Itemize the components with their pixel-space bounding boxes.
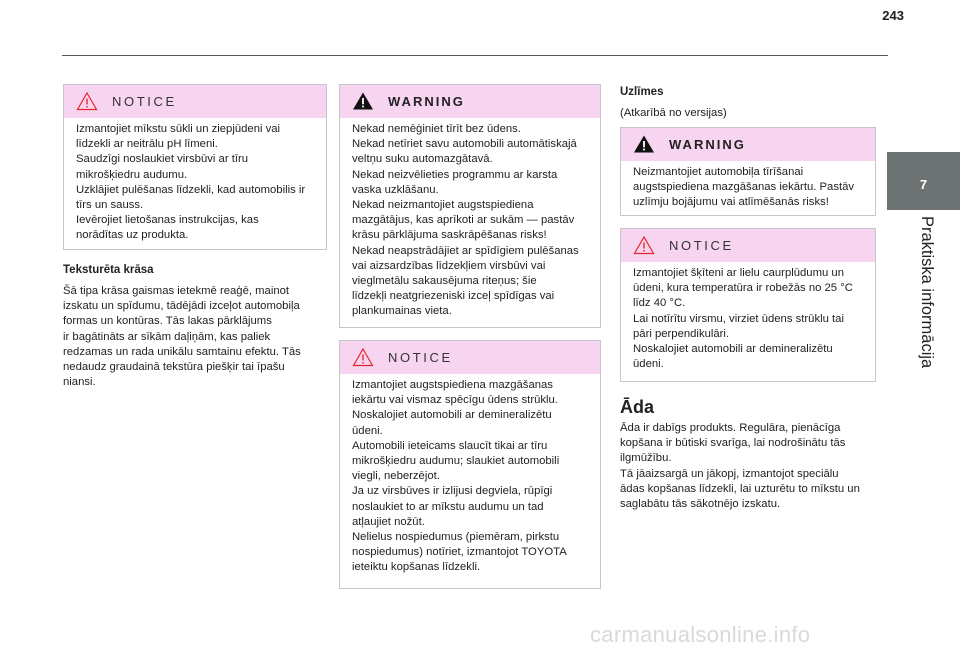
warning-icon [352,91,374,111]
warning-icon [633,134,655,154]
caution-icon [76,91,98,111]
warning-label: WARNING [388,94,465,109]
leather-paragraph: Āda ir dabīgs produkts. Regulāra, pienācīga kopšana ir būtiski svarīga, lai nodrošinātu tās ilgmūžību. Tā jāaizsargā un jākopj, izmantojot speciālu ādas kopšanas līdzekli, lai uzturētu to mīkstu un saglabātu tās sākotnējo izskatu. [620,422,860,511]
warning-text: Neizmantojiet automobiļa tīrīšanai augstspiediena mazgāšanas iekārtu. Pastāv uzlīmju bojājumu vai atlīmēšanās risks! [633,166,855,209]
warning-box [339,84,601,328]
notice-text: Izmantojiet augstspiediena mazgāšanas iekārtu vai vismaz spēcīgu ūdens strūklu. Noskalojiet automobili ar demineralizētu ūdeni. Automobili ieteicams slaucīt tikai ar tīru mikrošķiedru audumu; slaukiet automobili viegli, neberzējot. Ja uz virsbūves ir izlijusi degviela, rūpīgi noslaukiet to ar mīkstu audumu un tad atļaujiet nožūt. Nelielus nospiedumus (piemēram, pirkstu nospiedumus) notīriet, izmantojot TOYOTA ieteiktu kopšanas līdzekli. [352,379,567,574]
watermark: carmanualsonline.info [590,622,811,647]
notice-box [63,84,327,250]
caution-icon [633,235,655,255]
top-rule [62,55,888,56]
chapter-tab[interactable] [887,152,960,210]
warning-header [621,128,875,161]
notice-box [339,340,601,589]
notice-header [340,341,600,374]
warning-box [620,127,876,216]
section-heading-decals: Uzlīmes [620,86,664,98]
section-heading-leather: Āda [620,397,655,417]
notice-header [64,85,326,118]
notice-label: NOTICE [388,350,453,365]
warning-text: Nekad nemēģiniet tīrīt bez ūdens. Nekad netīriet savu automobili automātiskajā veltņu suku automazgātavā. Nekad neizvēlieties programmu ar karsta vaska uzklāšanu. Nekad neizmantojiet augstspiediena mazgātājus, kas aprīkoti ar sukām — pastāv krāsu pārklājuma saskrāpēšanas risks! Nekad neapstrādājiet ar spīdīgiem pulēšanas vai aizsardzības līdzekļiem virsbūvi vai vieglmetālu sakausējuma riteņus; šie līdzekļi neatgriezeniski izceļ spīdīgas vai plankumainas vieta. [352,123,579,318]
notice-text: Izmantojiet mīkstu sūkli un ziepjūdeni vai līdzekli ar neitrālu pH līmeni. Saudzīgi noslaukiet virsbūvi ar tīru mikrošķiedru audumu. Uzklājiet pulēšanas līdzekli, kad automobilis ir tīrs un sauss. Ievērojiet lietošanas instrukcijas, kas norādītas uz produkta. [76,123,306,242]
warning-label: WARNING [669,137,746,152]
notice-box [620,228,876,382]
page-number: 243 [882,8,904,23]
section-heading-textured-paint: Teksturēta krāsa [63,264,154,276]
textured-paint-paragraph: Šā tipa krāsa gaismas ietekmē reaģē, mainot izskatu un spīdumu, tādējādi izceļot automobiļa formas un kontūras. Tās lakas pārklājums ir bagātināts ar sīkām daļiņām, kas paliek redzamas un rada unikālu samtainu efektu. Tās nedaudz graudainā tekstūra piešķir tai īpašu niansi. [63,285,301,389]
decals-subtitle: (Atkarībā no versijas) [620,107,727,119]
chapter-number: 7 [919,177,928,192]
chapter-title: Praktiska informācija [918,216,936,369]
notice-label: NOTICE [112,94,177,109]
warning-header [340,85,600,118]
notice-text: Izmantojiet šķīteni ar lielu caurplūdumu un ūdeni, kura temperatūra ir robežās no 25 °C līdz 40 °C. Lai notīrītu virsmu, virziet ūdens strūklu tai pāri perpendikulāri. Noskalojiet automobili ar demineralizētu ūdeni. [633,267,853,371]
caution-icon [352,347,374,367]
notice-label: NOTICE [669,238,734,253]
notice-header [621,229,875,262]
